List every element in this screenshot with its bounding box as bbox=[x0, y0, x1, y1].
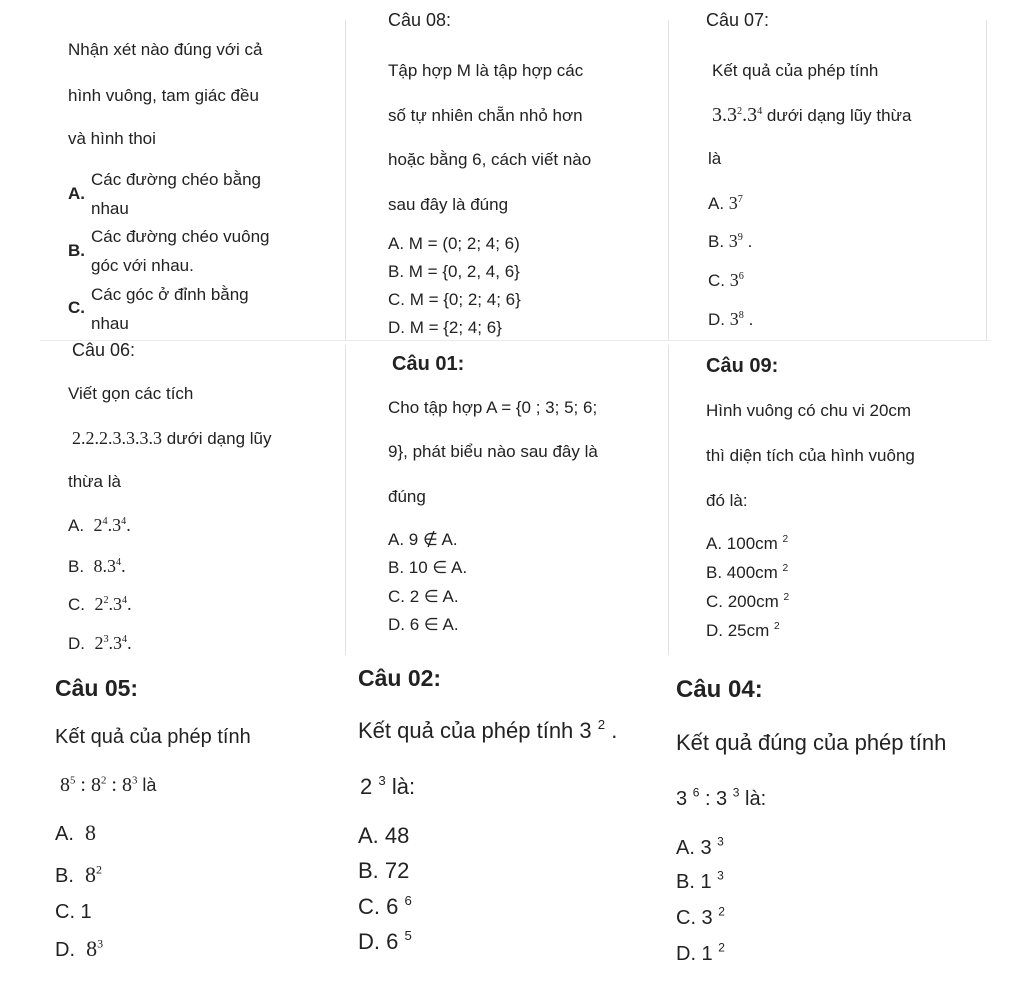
option-d: D. $2^3.3^4$. bbox=[68, 633, 132, 653]
question-title: Câu 01: bbox=[392, 353, 465, 375]
question-text: 3 $^6$ : 3 $^3$ là: bbox=[676, 785, 767, 810]
question-title: Câu 04: bbox=[676, 676, 763, 703]
question-text: Cho tập hợp A = {0 ; 3; 5; 6; bbox=[388, 398, 598, 417]
row-divider bbox=[40, 340, 990, 341]
question-text: 2.2.2.3.3.3.3 dưới dạng lũy bbox=[72, 428, 272, 448]
question-text: thừa là bbox=[68, 472, 121, 491]
option-b: B. M = {0, 2, 4, 6} bbox=[388, 262, 520, 281]
question-text: Kết quả của phép tính bbox=[55, 726, 251, 748]
column-divider bbox=[668, 20, 669, 340]
question-text: Kết quả của phép tính bbox=[712, 61, 879, 80]
option-d: D. 6 $^5$ bbox=[358, 927, 412, 954]
option-c: C. 200cm $^2$ bbox=[706, 591, 790, 611]
question-text: hoặc bằng 6, cách viết nào bbox=[388, 150, 592, 169]
option-a: A. $2^4.3^4$. bbox=[68, 515, 131, 535]
option-text: góc với nhau. bbox=[91, 256, 194, 275]
option-label: A. bbox=[68, 184, 85, 203]
option-b: B. $8^2$ bbox=[55, 862, 103, 887]
option-c: C. 6 $^6$ bbox=[358, 892, 412, 919]
question-title: Câu 08: bbox=[388, 10, 452, 30]
option-text: nhau bbox=[91, 314, 129, 333]
question-text: số tự nhiên chẵn nhỏ hơn bbox=[388, 106, 583, 125]
option-a: A. M = (0; 2; 4; 6) bbox=[388, 234, 520, 253]
question-title: Câu 06: bbox=[72, 340, 136, 360]
question-title: Câu 02: bbox=[358, 665, 442, 691]
question-text: Nhận xét nào đúng với cả bbox=[68, 40, 263, 59]
option-b: B. $8.3^4$. bbox=[68, 556, 126, 576]
option-b: B. 10 ∈ A. bbox=[388, 558, 468, 577]
question-text: 9}, phát biểu nào sau đây là bbox=[388, 442, 598, 461]
option-d: D. 1 $^2$ bbox=[676, 940, 725, 965]
option-b: B. 1 $^3$ bbox=[676, 868, 724, 893]
question-text: hình vuông, tam giác đều bbox=[68, 86, 259, 105]
option-text: Các đường chéo vuông bbox=[91, 227, 270, 246]
option-a: A. 48 bbox=[358, 823, 410, 848]
question-text: Hình vuông có chu vi 20cm bbox=[706, 401, 912, 420]
question-title: Câu 05: bbox=[55, 675, 139, 701]
option-a: A. $3^7$ bbox=[708, 193, 743, 213]
column-divider bbox=[668, 345, 669, 655]
option-b: B. 400cm $^2$ bbox=[706, 562, 789, 582]
option-d: D. M = {2; 4; 6} bbox=[388, 318, 502, 337]
option-a: A. 100cm $^2$ bbox=[706, 533, 789, 553]
question-title: Câu 07: bbox=[706, 10, 770, 30]
option-d: D. $8^3$ bbox=[55, 936, 104, 961]
question-text: $3.3^2.3^4$ dưới dạng lũy thừa bbox=[712, 104, 912, 126]
column-divider bbox=[345, 20, 346, 340]
question-text: sau đây là đúng bbox=[388, 195, 509, 214]
question-text: và hình thoi bbox=[68, 129, 156, 148]
question-text: đó là: bbox=[706, 491, 748, 510]
question-text: 2 $^3$ là: bbox=[360, 772, 416, 799]
option-a: A. 9 ∉ A. bbox=[388, 530, 458, 549]
question-text: Kết quả đúng của phép tính bbox=[676, 730, 947, 755]
option-c: C. $3^6$ bbox=[708, 270, 744, 290]
option-c: C. 2 ∈ A. bbox=[388, 587, 459, 606]
option-d: D. 25cm $^2$ bbox=[706, 620, 780, 640]
column-divider bbox=[986, 20, 987, 340]
question-text: Viết gọn các tích bbox=[68, 384, 194, 403]
option-d: D. 6 ∈ A. bbox=[388, 615, 459, 634]
option-b: B. 72 bbox=[358, 858, 410, 883]
question-text: $8^5$ : $8^2$ : $8^3$ là bbox=[60, 774, 157, 796]
question-text: là bbox=[708, 149, 722, 168]
option-a: A. 3 $^3$ bbox=[676, 834, 724, 859]
option-a: A. 8 bbox=[55, 820, 97, 845]
question-title: Câu 09: bbox=[706, 355, 779, 377]
option-c: C. M = {0; 2; 4; 6} bbox=[388, 290, 521, 309]
option-c: C. 3 $^2$ bbox=[676, 904, 725, 929]
option-label: C. bbox=[68, 298, 85, 317]
option-d: D. $3^8$ . bbox=[708, 309, 754, 329]
option-b: B. $3^9$ . bbox=[708, 231, 753, 251]
question-text: thì diện tích của hình vuông bbox=[706, 446, 915, 465]
column-divider bbox=[345, 345, 346, 655]
question-text: Kết quả của phép tính 3 $^2$ . bbox=[358, 716, 618, 743]
option-text: nhau bbox=[91, 199, 129, 218]
option-text: Các đường chéo bằng bbox=[91, 170, 261, 189]
option-c: C. 1 bbox=[55, 901, 92, 923]
option-text: Các góc ở đỉnh bằng bbox=[91, 285, 249, 304]
question-text: đúng bbox=[388, 487, 426, 506]
option-c: C. $2^2.3^4$. bbox=[68, 594, 132, 614]
question-text: Tập hợp M là tập hợp các bbox=[388, 61, 584, 80]
option-label: B. bbox=[68, 241, 85, 260]
